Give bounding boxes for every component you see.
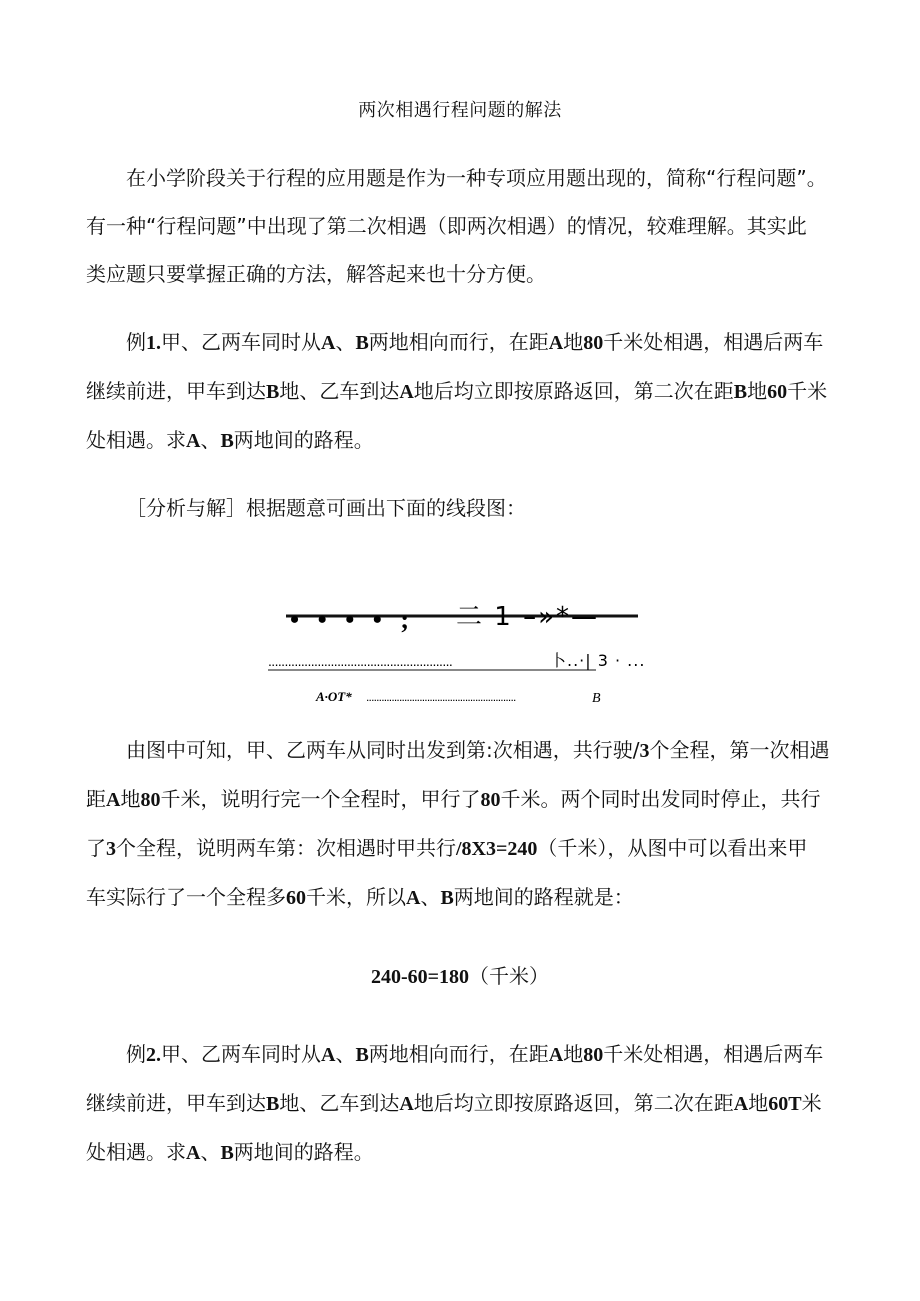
example2-line: 例2.甲、乙两车同时从A、B两地相向而行，在距A地80千米处相遇，相遇后两车 (126, 1042, 824, 1066)
explanation-paragraph (86, 726, 846, 922)
intro-line: 有一种“行程问题”中出现了第二次相遇（即两次相遇）的情况，较难理解。其实此 (86, 214, 807, 238)
example1-line: 例1.甲、乙两车同时从A、B两地相向而行，在距A地80千米处相遇，相遇后两车 (126, 330, 824, 354)
diagram-row1-dots: • • • • ; (290, 605, 416, 634)
example1-line: 处相遇。求A、B两地间的路程。 (86, 428, 374, 452)
example2-line: 继续前进，甲车到达B地、乙车到达A地后均立即按原路返回，第二次在距A地60T米 (86, 1091, 822, 1115)
example2-paragraph (86, 1030, 846, 1177)
formula: 240-60=180（千米） (370, 964, 550, 988)
intro-paragraph (86, 154, 846, 298)
example2-line: 处相遇。求A、B两地间的路程。 (86, 1140, 374, 1164)
diagram-label-left: A·OT* (316, 689, 352, 704)
diagram-row2-tail: 卜..·| 3 · ... (550, 651, 646, 670)
explanation-line: 距A地80千米，说明行完一个全程时，甲行了80千米。两个同时出发同时停止，共行 (86, 787, 821, 811)
diagram-label-right: B (592, 691, 601, 706)
diagram-row1-marks: 二 1 –»*— (456, 602, 599, 632)
diagram-row3-dots: ........................................................... (366, 690, 516, 704)
segment-diagram (260, 580, 680, 710)
intro-line: 在小学阶段关于行程的应用题是作为一种专项应用题出现的，简称“行程问题”。 (126, 166, 827, 190)
document-title: 两次相遇行程问题的解法 (358, 100, 562, 121)
segment-diagram-svg (260, 580, 680, 710)
explanation-line: 车实际行了一个全程多60千米，所以A、B两地间的路程就是： (86, 885, 634, 909)
explanation-line: 了3个全程，说明两车第：次相遇时甲共行/8X3=240（千米），从图中可以看出来甲 (86, 836, 808, 860)
diagram-row2-dots: ........................................................ (268, 653, 453, 669)
example1-paragraph (86, 318, 846, 465)
intro-line: 类应题只要掌握正确的方法，解答起来也十分方便。 (86, 262, 546, 286)
analysis-heading: ［分析与解］根据题意可画出下面的线段图： (126, 496, 526, 520)
explanation-line: 由图中可知，甲、乙两车从同时出发到第:次相遇，共行驶/3个全程，第一次相遇 (126, 738, 830, 762)
analysis-heading-paragraph (86, 484, 846, 532)
example1-line: 继续前进，甲车到达B地、乙车到达A地后均立即按原路返回，第二次在距B地60千米 (86, 379, 828, 403)
